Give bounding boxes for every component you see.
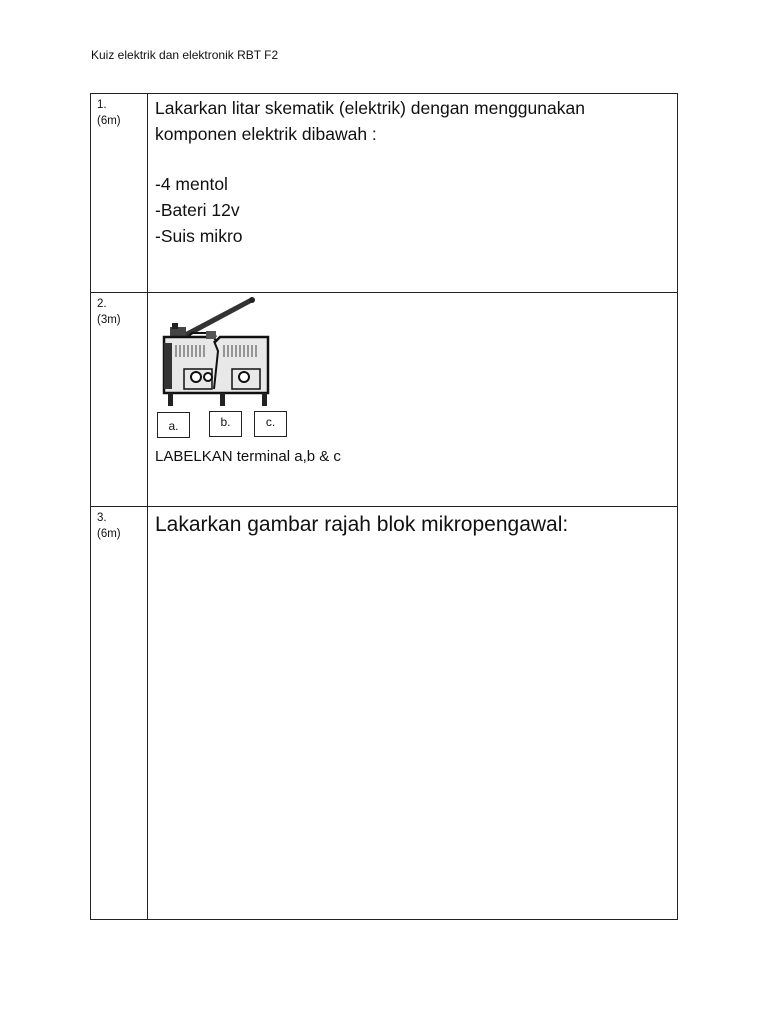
question-1-line-2: komponen elektrik dibawah : [155, 124, 377, 144]
question-marks: (6m) [97, 528, 121, 540]
terminal-label-c: c. [254, 411, 287, 437]
page-header: Kuiz elektrik dan elektronik RBT F2 [91, 48, 279, 62]
question-number: 1. [97, 99, 107, 111]
terminal-label-b: b. [209, 411, 242, 437]
question-3-text: Lakarkan gambar rajah blok mikropengawal: [155, 513, 569, 536]
component-item: -Bateri 12v [155, 200, 240, 220]
question-number-cell [91, 94, 148, 293]
question-number-cell [91, 507, 148, 920]
component-item: -4 mentol [155, 174, 228, 194]
component-item: -Suis mikro [155, 226, 243, 246]
quiz-table [90, 93, 678, 920]
question-number: 2. [97, 298, 107, 310]
question-1-line-1: Lakarkan litar skematik (elektrik) dengan menggunakan [155, 98, 585, 118]
question-content [148, 94, 678, 293]
question-number-cell [91, 293, 148, 507]
question-row-3 [91, 507, 678, 920]
question-number: 3. [97, 512, 107, 524]
micro-switch-illustration [158, 293, 280, 407]
question-content [148, 293, 678, 507]
question-marks: (6m) [97, 115, 121, 127]
terminal-label-a: a. [157, 412, 190, 438]
question-row-1 [91, 94, 678, 293]
question-content [148, 507, 678, 920]
question-1-text [155, 94, 677, 249]
question-row-2 [91, 293, 678, 507]
question-marks: (3m) [97, 314, 121, 326]
question-2-instruction: LABELKAN terminal a,b & c [155, 448, 341, 465]
